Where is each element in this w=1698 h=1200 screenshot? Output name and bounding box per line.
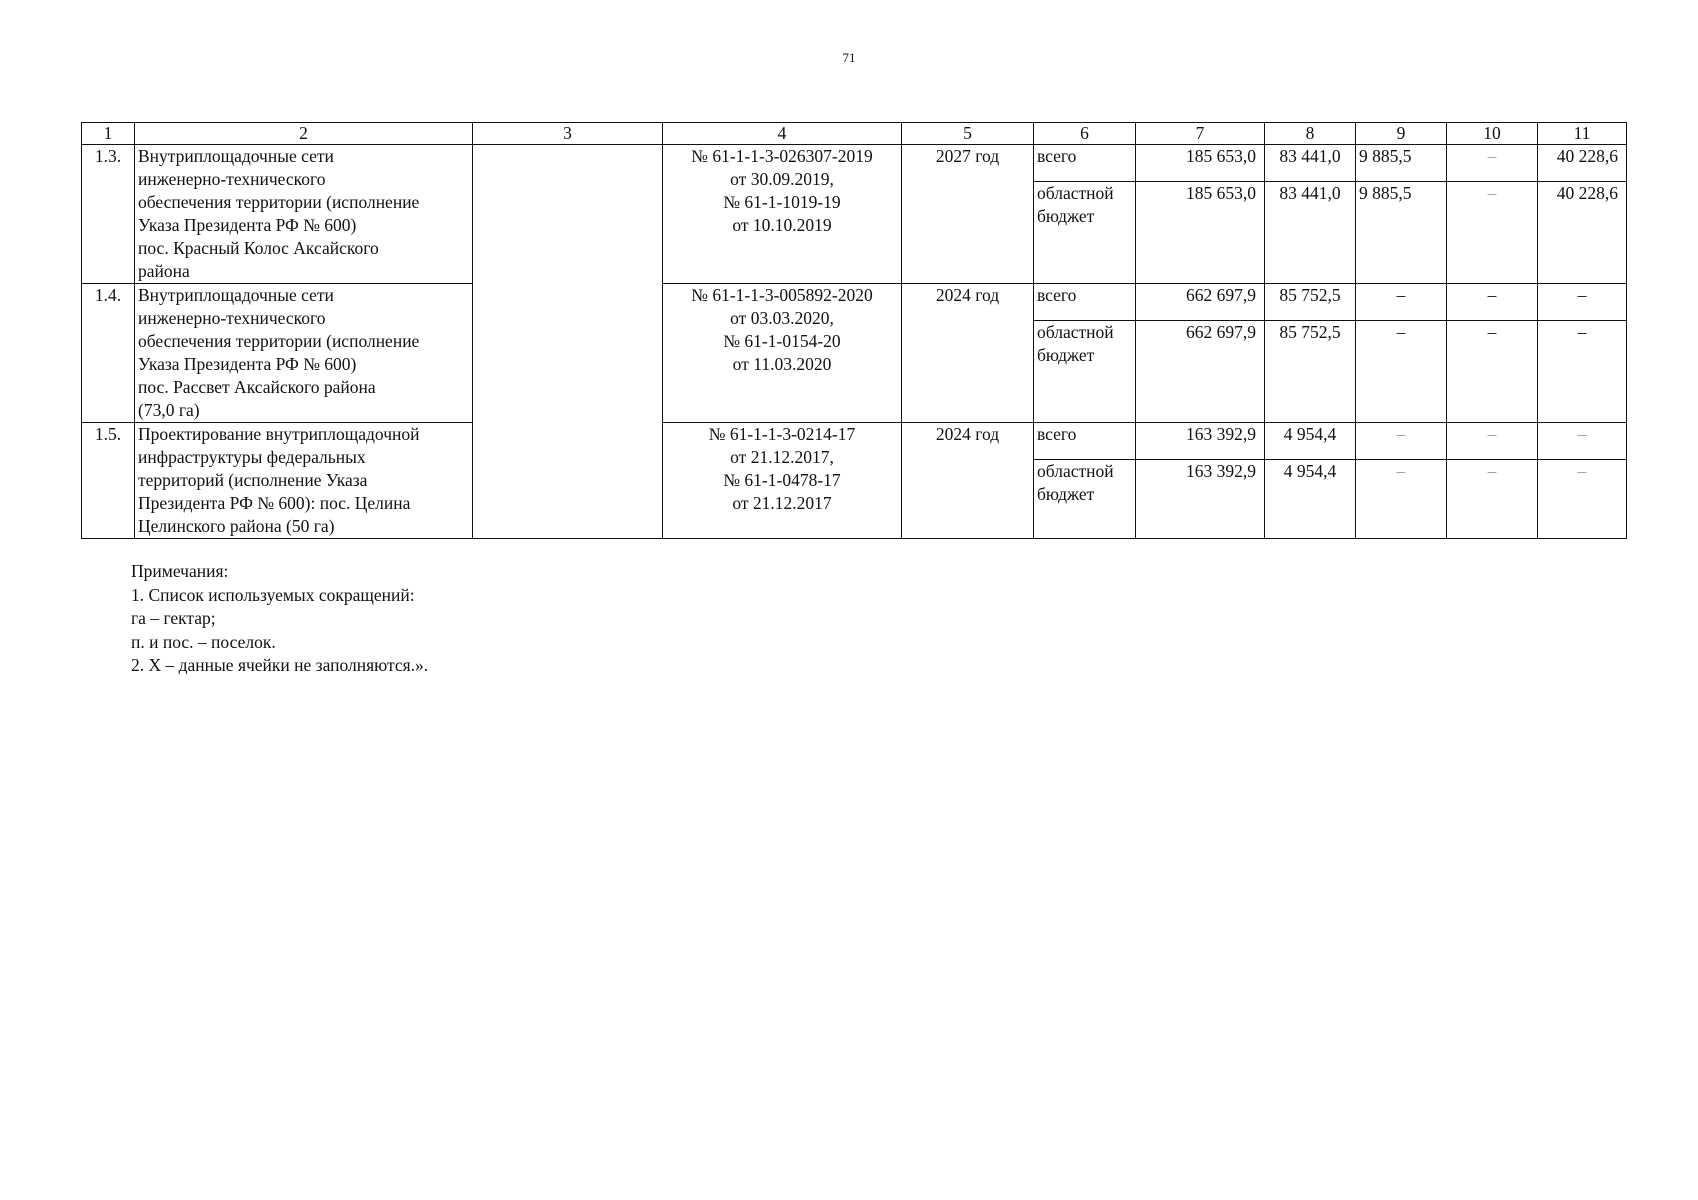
row-number: 1.3. [82,145,135,284]
value-col-10: – [1447,460,1538,539]
value-col-7: 662 697,9 [1136,284,1265,321]
value-col-8: 85 752,5 [1265,321,1356,423]
table-row [82,284,1627,321]
column-3-cell [473,145,663,284]
page-number: 71 [842,50,856,65]
column-3-cell [473,284,663,423]
value-col-11: – [1538,460,1627,539]
completion-year: 2027 год [902,145,1034,284]
expertise-documents: № 61-1-1-3-0214-17 от 21.12.2017, № 61-1-0478-17 от 21.12.2017 [663,423,902,539]
expertise-documents: № 61-1-1-3-005892-2020 от 03.03.2020, № 61-1-0154-20 от 11.03.2020 [663,284,902,423]
note-line: 1. Список используемых сокращений: [131,584,415,605]
column-3-cell [473,423,663,539]
value-col-9: – [1356,423,1447,460]
column-header: 1 [82,123,135,145]
notes-block [131,560,428,678]
note-line: п. и пос. – поселок. [131,631,276,652]
object-name: Внутриплощадочные сети инженерно-технического обеспечения территории (исполнение Указа Президента РФ № 600) пос. Красный Колос Аксайского района [135,145,473,284]
column-header: 7 [1136,123,1265,145]
object-name: Внутриплощадочные сети инженерно-технического обеспечения территории (исполнение Указа Президента РФ № 600) пос. Рассвет Аксайского района (73,0 га) [135,284,473,423]
value-col-9: – [1356,284,1447,321]
table-row [82,423,1627,460]
value-col-11: – [1538,423,1627,460]
column-header: 10 [1447,123,1538,145]
value-col-11: – [1538,321,1627,423]
table-row [82,145,1627,182]
funding-source: всего [1034,145,1136,182]
funding-source: областной бюджет [1034,460,1136,539]
column-header: 8 [1265,123,1356,145]
value-col-8: 83 441,0 [1265,145,1356,182]
completion-year: 2024 год [902,423,1034,539]
object-name: Проектирование внутриплощадочной инфраструктуры федеральных территорий (исполнение Указа Президента РФ № 600): пос. Целина Целинского района (50 га) [135,423,473,539]
row-number: 1.5. [82,423,135,539]
value-col-7: 185 653,0 [1136,182,1265,284]
value-col-8: 4 954,4 [1265,460,1356,539]
value-col-10: – [1447,182,1538,284]
column-header: 6 [1034,123,1136,145]
value-col-10: – [1447,284,1538,321]
notes-title: Примечания: [131,561,229,581]
value-col-10: – [1447,423,1538,460]
value-col-8: 4 954,4 [1265,423,1356,460]
column-header: 3 [473,123,663,145]
expertise-documents: № 61-1-1-3-026307-2019 от 30.09.2019, № 61-1-1019-19 от 10.10.2019 [663,145,902,284]
column-header: 9 [1356,123,1447,145]
value-col-10: – [1447,321,1538,423]
funding-source: всего [1034,284,1136,321]
value-col-11: 40 228,6 [1538,145,1627,182]
value-col-11: 40 228,6 [1538,182,1627,284]
column-number-row [82,123,1627,145]
value-col-7: 662 697,9 [1136,321,1265,423]
funding-source: областной бюджет [1034,321,1136,423]
note-line: га – гектар; [131,608,216,628]
value-col-9: – [1356,321,1447,423]
value-col-9: – [1356,460,1447,539]
column-header: 11 [1538,123,1627,145]
funding-source: всего [1034,423,1136,460]
value-col-7: 185 653,0 [1136,145,1265,182]
value-col-9: 9 885,5 [1356,182,1447,284]
column-header: 4 [663,123,902,145]
column-header: 2 [135,123,473,145]
value-col-8: 85 752,5 [1265,284,1356,321]
value-col-10: – [1447,145,1538,182]
value-col-11: – [1538,284,1627,321]
completion-year: 2024 год [902,284,1034,423]
value-col-7: 163 392,9 [1136,423,1265,460]
note-line: 2. Х – данные ячейки не заполняются.». [131,655,429,675]
value-col-7: 163 392,9 [1136,460,1265,539]
row-number: 1.4. [82,284,135,423]
column-header: 5 [902,123,1034,145]
value-col-8: 83 441,0 [1265,182,1356,284]
funding-source: областной бюджет [1034,182,1136,284]
budget-table [81,122,1627,539]
value-col-9: 9 885,5 [1356,145,1447,182]
